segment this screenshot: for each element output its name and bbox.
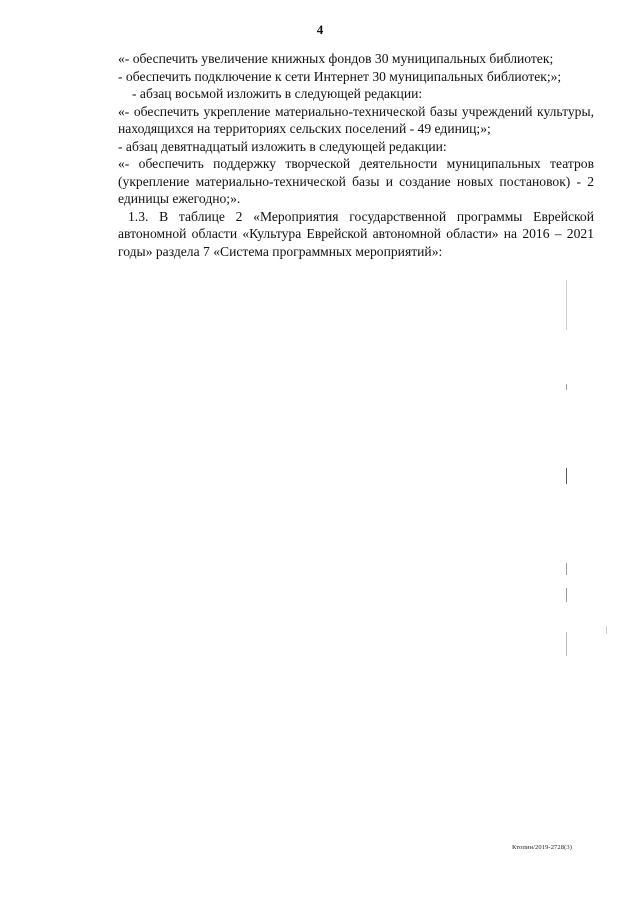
paragraph-7: 1.3. В таблице 2 «Мероприятия государственной программы Еврейской автономной области «Культура Еврейской автономной области» на 2016 – 2021 годы» раздела 7 «Система программных мероприятий»: bbox=[118, 208, 594, 259]
paragraph-1: «- обеспечить увеличение книжных фондов 30 муниципальных библиотек; bbox=[118, 51, 554, 66]
paragraph-3: - абзац восьмой изложить в следующей редакции: bbox=[132, 86, 423, 101]
scan-artifact bbox=[566, 588, 567, 602]
scan-artifact bbox=[566, 280, 567, 330]
paragraph-5: - абзац девятнадцатый изложить в следующей редакции: bbox=[118, 138, 447, 154]
scan-artifact bbox=[566, 468, 567, 484]
document-code: Ктопин/2019-2728(3) bbox=[512, 844, 572, 851]
paragraph-2: - обеспечить подключение к сети Интернет 30 муниципальных библиотек;»; bbox=[118, 68, 562, 84]
paragraph-4: «- обеспечить укрепление материально-технической базы учреждений культуры, находящихся на территориях сельских поселений - 49 единиц;»; bbox=[118, 103, 594, 136]
paragraph-6: «- обеспечить поддержку творческой деятельности муниципальных театров (укрепление материально-технической базы и создание новых постановок) - 2 единицы ежегодно;». bbox=[118, 156, 594, 206]
scan-artifact bbox=[566, 563, 567, 575]
scan-artifact bbox=[606, 626, 607, 634]
scan-artifact bbox=[566, 632, 567, 656]
document-body bbox=[118, 50, 594, 260]
page-number: 4 bbox=[316, 22, 324, 37]
scan-artifact bbox=[566, 384, 567, 390]
